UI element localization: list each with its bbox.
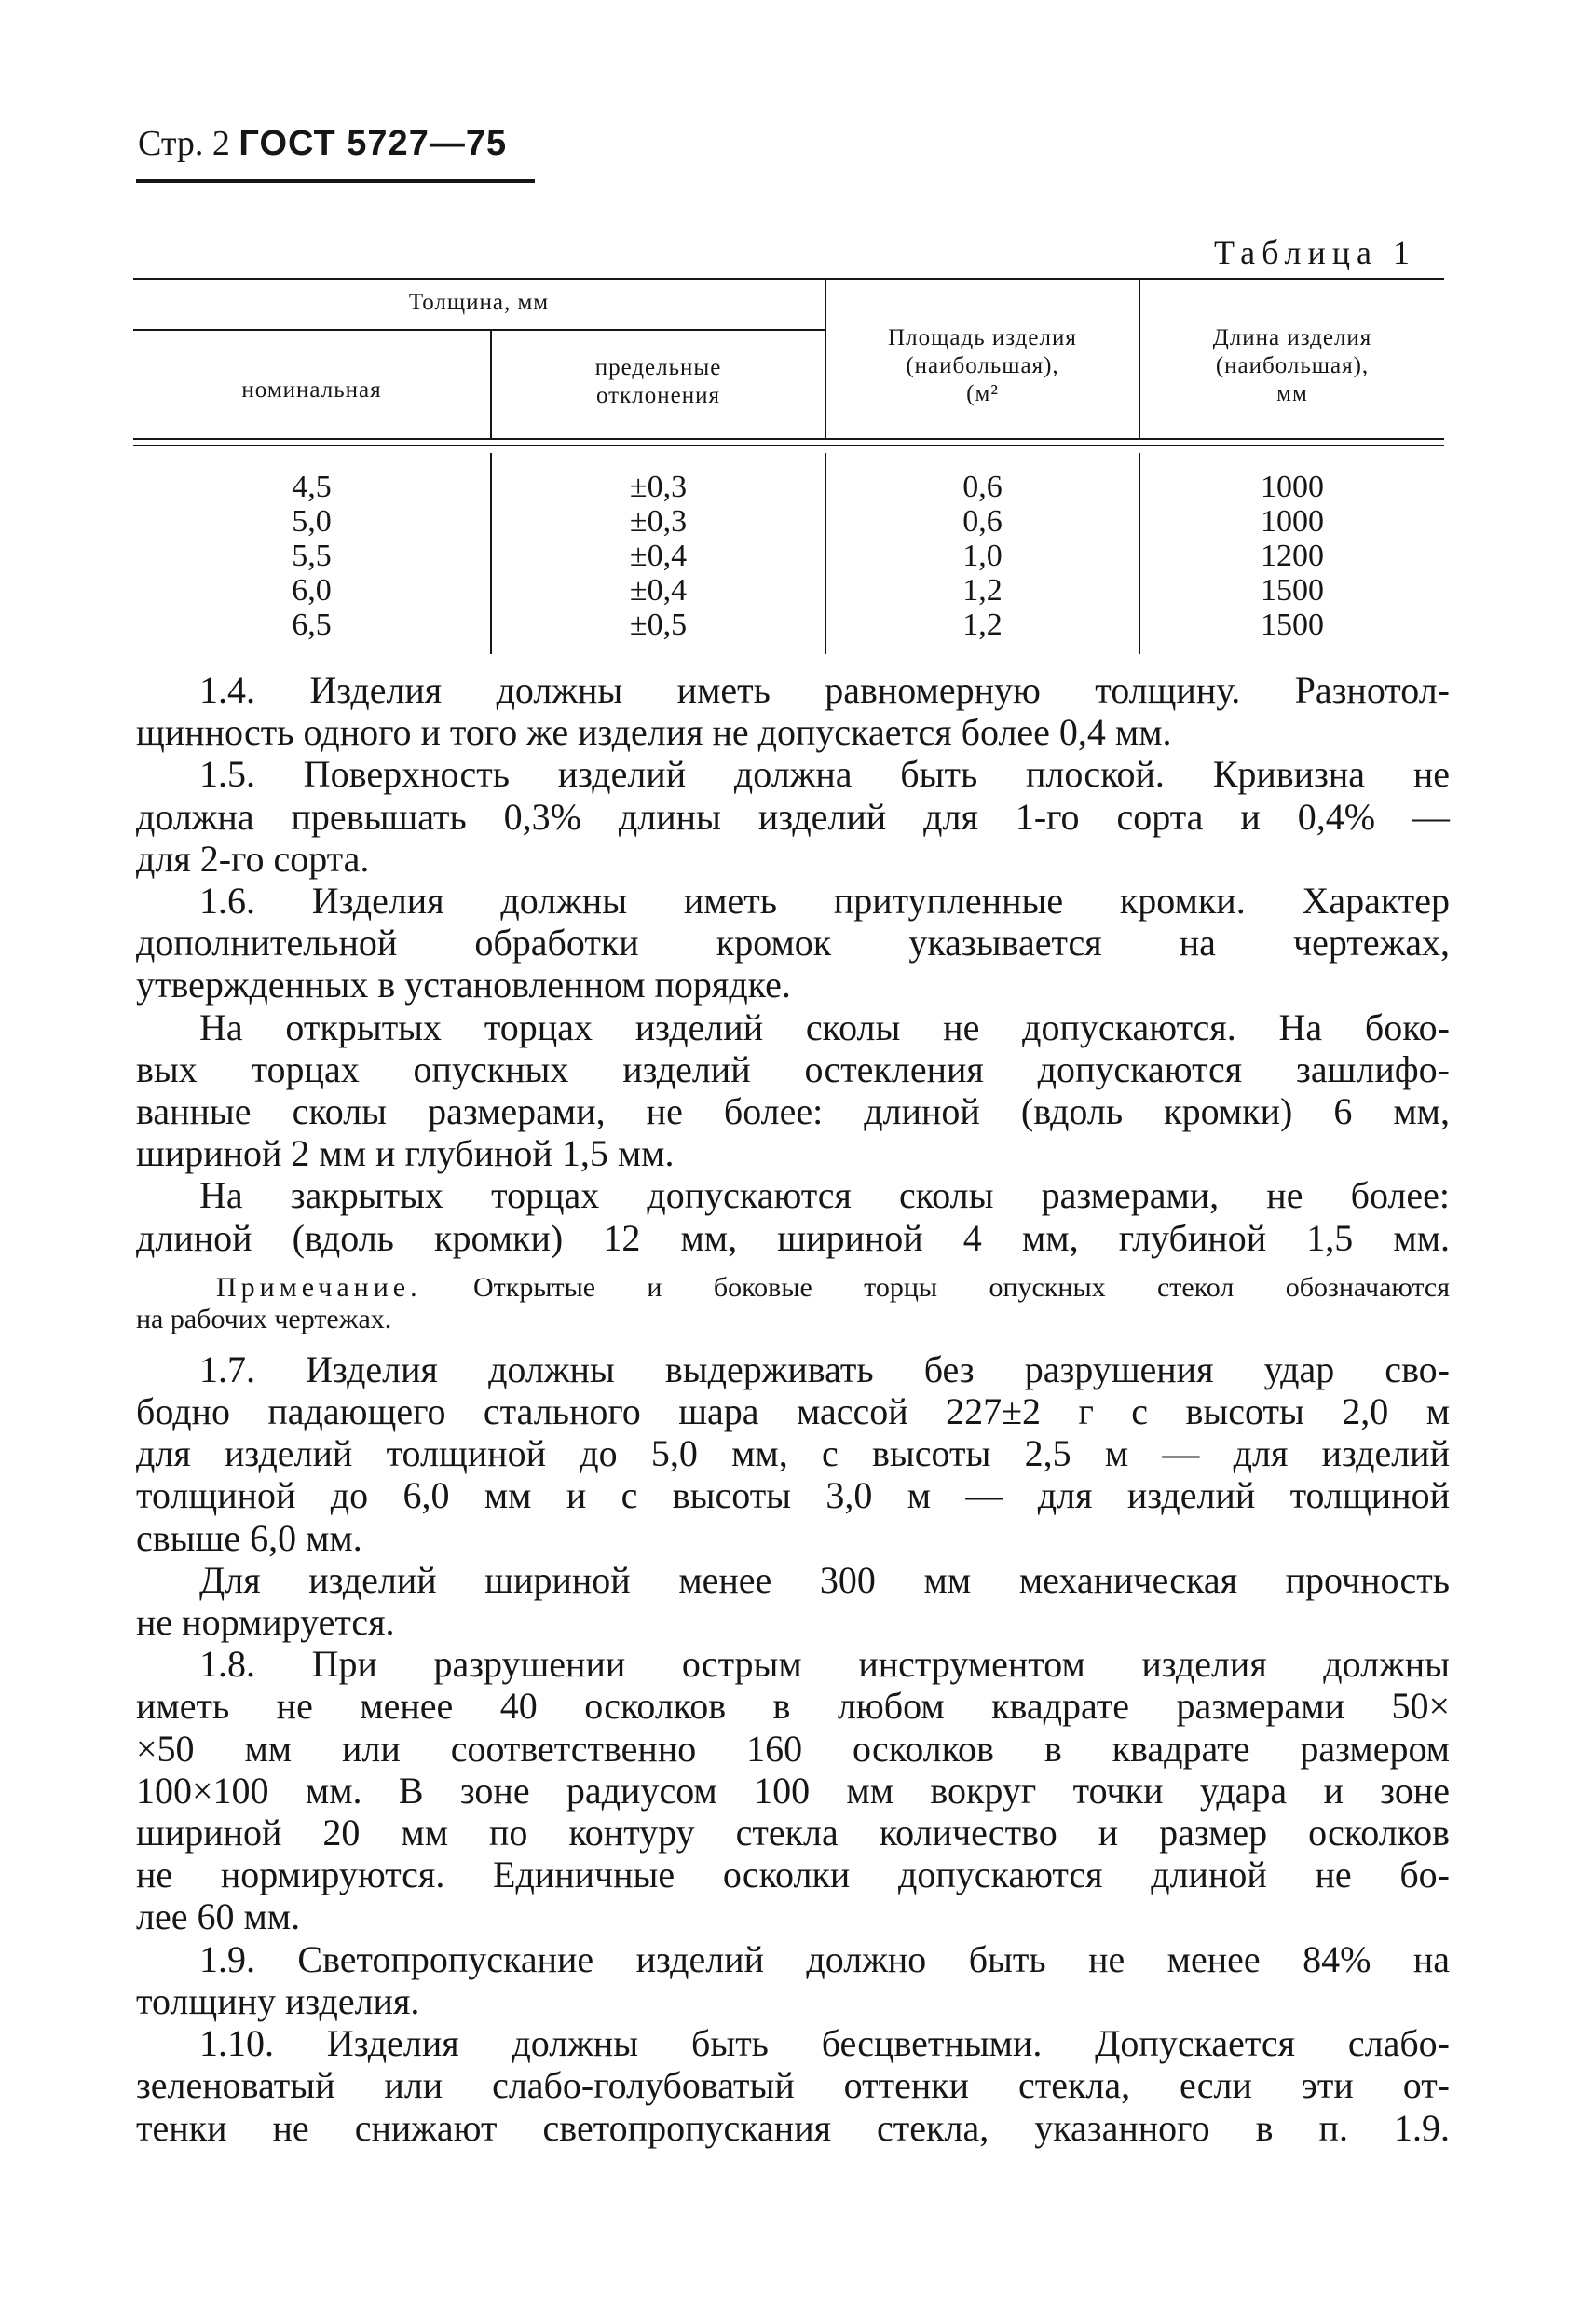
clause-1-10-line: 1.10. Изделия должны быть бесцветными. Допускается слабо- [199, 2022, 1450, 2065]
header-area-line1: Площадь изделия [888, 325, 1077, 350]
cell-nominal: 5,5 [292, 539, 332, 573]
clause-1-8-line: лее 60 мм. [136, 1895, 301, 1938]
header-length-line2: (наибольшая), [1215, 353, 1370, 378]
cell-nominal: 6,5 [292, 608, 332, 642]
cell-length: 1500 [1261, 608, 1324, 642]
cell-nominal: 4,5 [292, 470, 332, 504]
clause-1-7-line: толщиной до 6,0 мм и с высоты 3,0 м — для изделий толщиной [136, 1474, 1450, 1517]
clause-1-6-line: утвержденных в установленном порядке. [136, 964, 791, 1006]
clause-1-5-line: 1.5. Поверхность изделий должна быть плоской. Кривизна не [199, 753, 1450, 796]
clause-1-7-line: для изделий толщиной до 5,0 мм, с высоты 2,5 м — для изделий [136, 1432, 1450, 1475]
header-area-line3: (м² [966, 381, 999, 406]
clause-1-7-line: 1.7. Изделия должны выдерживать без разрушения удар сво- [199, 1348, 1450, 1390]
header-length [1140, 324, 1444, 408]
clause-1-4-line: 1.4. Изделия должны иметь равномерную толщину. Разнотол- [199, 669, 1450, 711]
clause-1-8-line: 100×100 мм. В зоне радиусом 100 мм вокруг точки удара и зоне [136, 1769, 1450, 1812]
note [136, 1272, 1450, 1304]
clause-1-8-line: ×50 мм или соответственно 160 осколков в квадрате размером [136, 1727, 1450, 1770]
cell-area: 1,2 [962, 608, 1003, 642]
header-length-line1: Длина изделия [1212, 325, 1372, 350]
cell-nominal: 6,0 [292, 573, 332, 608]
page-number: Стр. 2 [138, 124, 230, 163]
open-edges-line: вых торцах опускных изделий остекления допускаются зашлифо- [136, 1047, 1450, 1090]
cell-area: 1,0 [962, 539, 1003, 573]
cell-area: 0,6 [962, 504, 1003, 539]
note-label: Примечание. [216, 1271, 422, 1303]
cell-deviation: ±0,5 [629, 608, 688, 642]
cell-deviation: ±0,4 [629, 539, 688, 573]
clause-1-6-line: 1.6. Изделия должны иметь притупленные кромки. Характер [199, 880, 1450, 923]
cell-length: 1500 [1261, 573, 1324, 608]
clause-1-4-line: щинность одного и того же изделия не допускается более 0,4 мм. [136, 711, 1172, 754]
open-edges-line: ванные сколы размерами, не более: длиной (вдоль кромки) 6 мм, [136, 1090, 1450, 1133]
header-deviation [492, 354, 825, 410]
cell-nominal: 5,0 [292, 504, 332, 539]
header-deviation-line2: отклонения [596, 383, 720, 408]
clause-1-5-line: для 2-го сорта. [136, 837, 370, 880]
closed-edges-line: На закрытых торцах допускаются сколы размерами, не более: [199, 1174, 1450, 1217]
column-deviation [492, 470, 825, 642]
standard-number: ГОСТ 5727—75 [239, 124, 508, 163]
header-length-line3: мм [1276, 381, 1308, 406]
clause-1-5-line: должна превышать 0,3% длины изделий для 1-го сорта и 0,4% — [136, 795, 1450, 838]
clause-1-7-line: бодно падающего стального шара массой 227±2 г с высоты 2,0 м [136, 1390, 1450, 1433]
header-rule [136, 179, 535, 183]
header-deviation-line1: предельные [594, 355, 722, 380]
cell-length: 1200 [1261, 539, 1324, 573]
clause-1-8-line: не нормируются. Единичные осколки допускаются длиной не бо- [136, 1854, 1450, 1896]
column-area [826, 470, 1139, 642]
clause-1-9-line: 1.9. Светопропускание изделий должно быть не менее 84% на [199, 1937, 1450, 1980]
document-body [136, 669, 1450, 2149]
cell-deviation: ±0,4 [629, 573, 688, 608]
clause-1-8-line: шириной 20 мм по контуру стекла количество и размер осколков [136, 1812, 1450, 1854]
header-double-rule-bottom [133, 445, 1444, 446]
open-edges-line: шириной 2 мм и глубиной 1,5 мм. [136, 1132, 675, 1175]
clause-1-10-line: зеленоватый или слабо-голубоватый оттенки стекла, если эти от- [136, 2064, 1450, 2107]
cell-area: 0,6 [962, 470, 1003, 504]
table-1 [133, 278, 1444, 654]
clause-1-6-line: дополнительной обработки кромок указывается на чертежах, [136, 922, 1450, 964]
note-text: Открытые и боковые торцы опускных стекол обозначаются [421, 1271, 1450, 1303]
cell-length: 1000 [1261, 504, 1324, 539]
header-double-rule-top [133, 438, 1444, 440]
header-thickness: Толщина, мм [408, 290, 550, 315]
column-length [1140, 470, 1444, 642]
clause-1-10-line: тенки не снижают светопропускания стекла, указанного в п. 1.9. [136, 2106, 1450, 2149]
table-title: Таблица 1 [1214, 234, 1416, 271]
clause-1-9-line: толщину изделия. [136, 1979, 420, 2022]
header-area-line2: (наибольшая), [906, 353, 1059, 378]
clause-1-8-line: иметь не менее 40 осколков в любом квадрате размерами 50× [136, 1685, 1450, 1728]
thickness-group-rule [133, 329, 825, 331]
closed-edges-line: длиной (вдоль кромки) 12 мм, шириной 4 мм, глубиной 1,5 мм. [136, 1216, 1450, 1259]
cell-deviation: ±0,3 [629, 504, 688, 539]
header-area [826, 324, 1139, 408]
note-line: на рабочих чертежах. [136, 1303, 392, 1334]
open-edges-line: На открытых торцах изделий сколы не допускаются. На боко- [199, 1006, 1450, 1048]
cell-area: 1,2 [962, 573, 1003, 608]
width-note-line: Для изделий шириной менее 300 мм механическая прочность [199, 1558, 1450, 1601]
clause-1-8-line: 1.8. При разрушении острым инструментом изделия должны [199, 1643, 1450, 1686]
cell-length: 1000 [1261, 470, 1324, 504]
table-top-rule [133, 278, 1444, 280]
clause-1-7-line: свыше 6,0 мм. [136, 1516, 362, 1559]
cell-deviation: ±0,3 [629, 470, 688, 504]
header-nominal: номинальная [241, 377, 382, 403]
column-nominal [133, 470, 490, 642]
page-header [138, 123, 507, 164]
width-note-line: не нормируется. [136, 1601, 395, 1644]
